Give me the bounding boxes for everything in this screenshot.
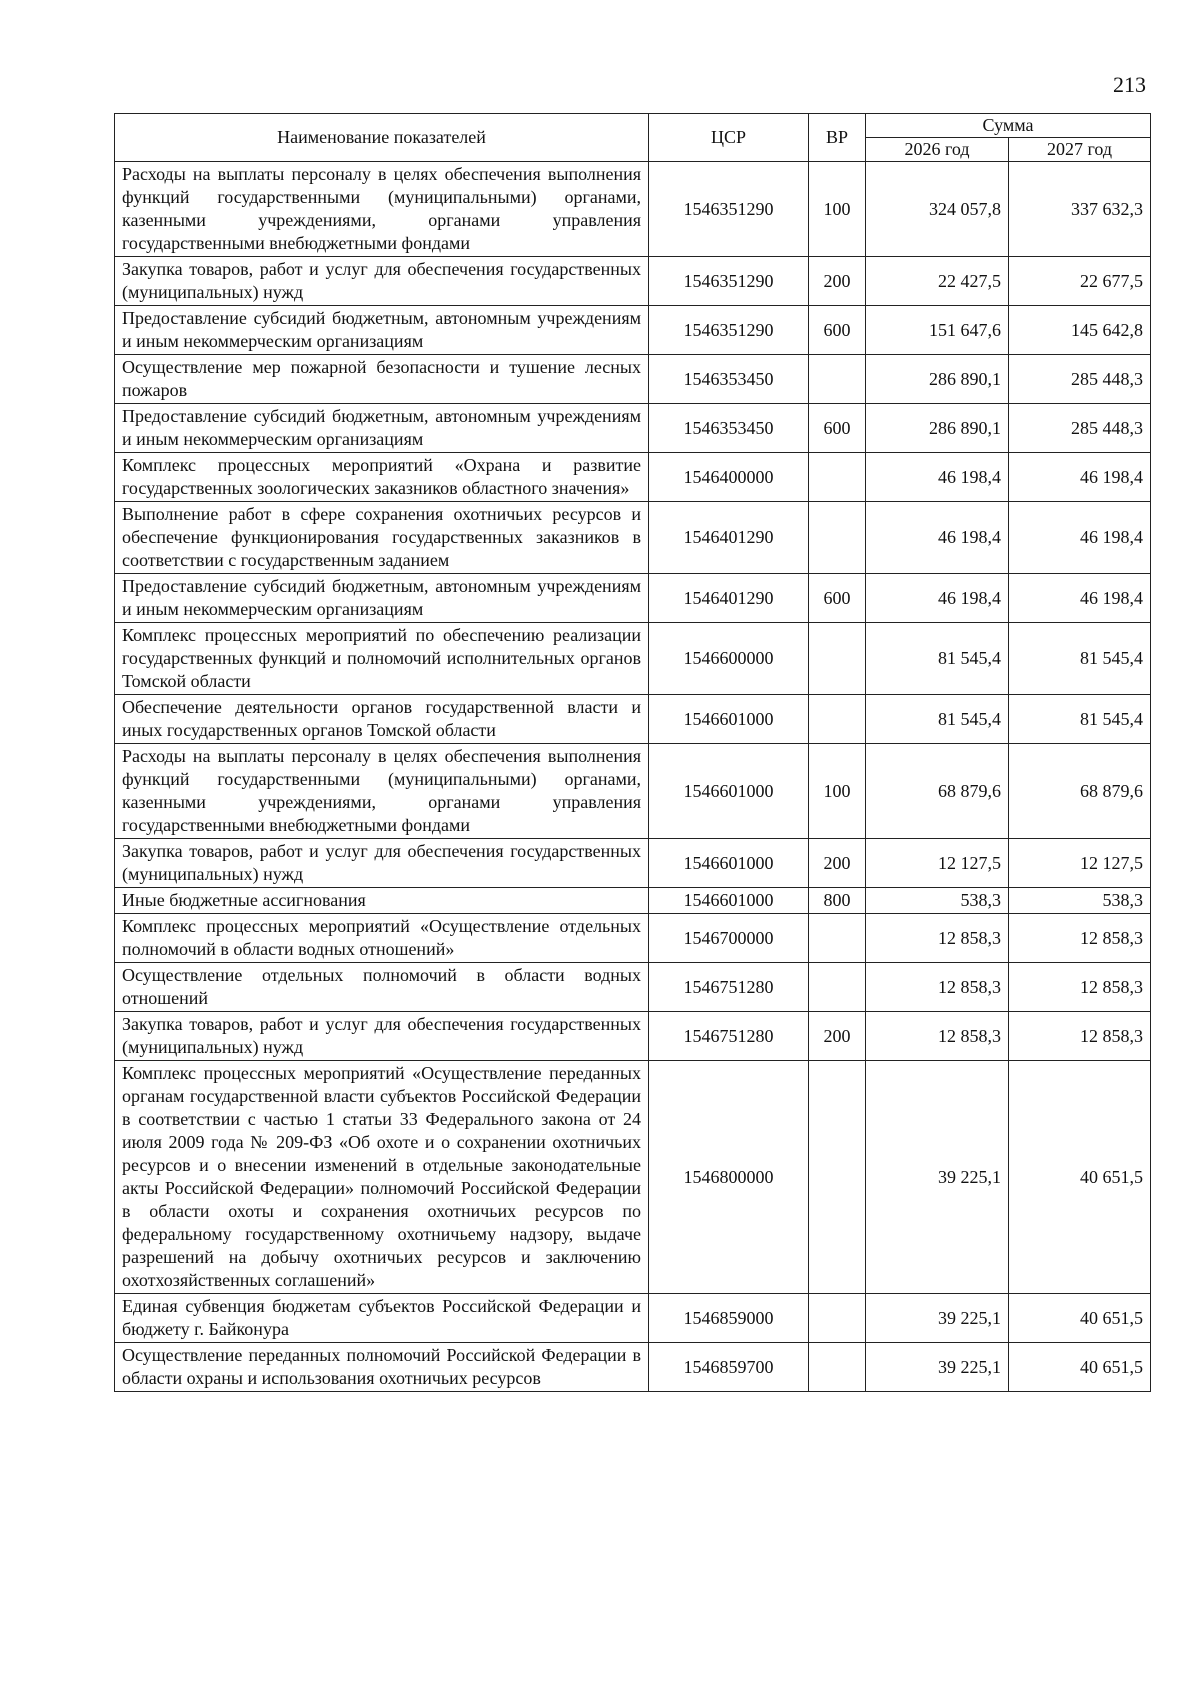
table-body [115,162,1151,1392]
row-sum-2027: 40 651,5 [1009,1343,1151,1392]
row-name: Осуществление отдельных полномочий в области водных отношений [115,963,649,1012]
row-vr [809,695,866,744]
row-sum-2027: 12 858,3 [1009,1012,1151,1061]
row-csr: 1546351290 [649,257,809,306]
table-row [115,1012,1151,1061]
row-vr: 200 [809,839,866,888]
row-csr: 1546601000 [649,839,809,888]
row-sum-2027: 46 198,4 [1009,502,1151,574]
row-vr [809,502,866,574]
row-sum-2027: 22 677,5 [1009,257,1151,306]
row-name: Единая субвенция бюджетам субъектов Российской Федерации и бюджету г. Байконура [115,1294,649,1343]
row-csr: 1546859700 [649,1343,809,1392]
row-sum-2027: 285 448,3 [1009,404,1151,453]
header-year-2027: 2027 год [1009,138,1151,162]
row-name: Комплекс процессных мероприятий «Охрана и развитие государственных зоологических заказников областного значения» [115,453,649,502]
row-sum-2026: 39 225,1 [866,1343,1009,1392]
row-vr [809,355,866,404]
table-row [115,355,1151,404]
row-name: Осуществление мер пожарной безопасности и тушение лесных пожаров [115,355,649,404]
table-row [115,162,1151,257]
row-csr: 1546400000 [649,453,809,502]
row-name: Осуществление переданных полномочий Российской Федерации в области охраны и использования охотничьих ресурсов [115,1343,649,1392]
row-sum-2027: 40 651,5 [1009,1061,1151,1294]
row-sum-2027: 46 198,4 [1009,574,1151,623]
row-vr: 100 [809,744,866,839]
table-row [115,744,1151,839]
table-row [115,963,1151,1012]
table-row [115,695,1151,744]
row-sum-2027: 68 879,6 [1009,744,1151,839]
row-sum-2026: 538,3 [866,888,1009,914]
row-csr: 1546353450 [649,355,809,404]
row-csr: 1546401290 [649,502,809,574]
row-vr: 200 [809,1012,866,1061]
row-vr: 600 [809,306,866,355]
row-vr [809,1343,866,1392]
table-row [115,839,1151,888]
row-sum-2026: 68 879,6 [866,744,1009,839]
row-vr [809,623,866,695]
row-sum-2027: 81 545,4 [1009,695,1151,744]
row-name: Комплекс процессных мероприятий «Осуществление переданных органам государственной власти субъектов Российской Федерации в соответствии с частью 1 статьи 33 Федерального закона от 24 июля 2009 года № 209-ФЗ «Об охоте и о сохранении охотничьих ресурсов и о внесении изменений в отдельные законодательные акты Российской Федерации» полномочий Российской Федерации в области охоты и сохранения охотничьих ресурсов по федеральному государственному охотничьему надзору, выдаче разрешений на добычу охотничьих ресурсов и заключению охотхозяйственных соглашений» [115,1061,649,1294]
table-row [115,404,1151,453]
table-header [115,114,1151,162]
row-name: Комплекс процессных мероприятий «Осуществление отдельных полномочий в области водных отношений» [115,914,649,963]
row-csr: 1546751280 [649,963,809,1012]
table-row [115,574,1151,623]
row-sum-2027: 12 858,3 [1009,963,1151,1012]
table-row [115,257,1151,306]
row-csr: 1546600000 [649,623,809,695]
row-sum-2026: 81 545,4 [866,623,1009,695]
row-sum-2026: 151 647,6 [866,306,1009,355]
row-csr: 1546751280 [649,1012,809,1061]
row-name: Расходы на выплаты персоналу в целях обеспечения выполнения функций государственными (муниципальными) органами, казенными учреждениями, органами управления государственными внебюджетными фондами [115,744,649,839]
row-sum-2027: 145 642,8 [1009,306,1151,355]
table-row [115,306,1151,355]
budget-table [114,113,1151,1392]
row-name: Обеспечение деятельности органов государственной власти и иных государственных органов Томской области [115,695,649,744]
table-row [115,914,1151,963]
row-name: Закупка товаров, работ и услуг для обеспечения государственных (муниципальных) нужд [115,1012,649,1061]
row-sum-2027: 12 127,5 [1009,839,1151,888]
row-sum-2027: 12 858,3 [1009,914,1151,963]
row-sum-2027: 81 545,4 [1009,623,1151,695]
row-sum-2026: 39 225,1 [866,1061,1009,1294]
row-sum-2026: 286 890,1 [866,404,1009,453]
row-vr: 800 [809,888,866,914]
row-sum-2027: 285 448,3 [1009,355,1151,404]
row-csr: 1546601000 [649,695,809,744]
row-vr [809,1294,866,1343]
row-sum-2026: 81 545,4 [866,695,1009,744]
row-sum-2026: 12 858,3 [866,914,1009,963]
budget-table-container [114,113,1150,1392]
row-sum-2026: 324 057,8 [866,162,1009,257]
row-csr: 1546601000 [649,744,809,839]
row-name: Предоставление субсидий бюджетным, автономным учреждениям и иным некоммерческим организациям [115,306,649,355]
row-sum-2027: 46 198,4 [1009,453,1151,502]
row-name: Предоставление субсидий бюджетным, автономным учреждениям и иным некоммерческим организациям [115,574,649,623]
table-row [115,1294,1151,1343]
row-sum-2027: 40 651,5 [1009,1294,1151,1343]
header-csr: ЦСР [649,114,809,162]
row-vr [809,453,866,502]
page-number: 213 [1113,72,1146,97]
row-sum-2026: 12 858,3 [866,1012,1009,1061]
row-name: Предоставление субсидий бюджетным, автономным учреждениям и иным некоммерческим организациям [115,404,649,453]
row-sum-2026: 46 198,4 [866,574,1009,623]
table-row [115,1061,1151,1294]
row-csr: 1546800000 [649,1061,809,1294]
header-name: Наименование показателей [115,114,649,162]
row-sum-2026: 286 890,1 [866,355,1009,404]
table-row [115,453,1151,502]
row-name: Выполнение работ в сфере сохранения охотничьих ресурсов и обеспечение функционирования государственных заказников в соответствии с государственным заданием [115,502,649,574]
row-sum-2026: 46 198,4 [866,453,1009,502]
header-sum: Сумма [866,114,1151,138]
header-year-2026: 2026 год [866,138,1009,162]
row-csr: 1546700000 [649,914,809,963]
row-name: Закупка товаров, работ и услуг для обеспечения государственных (муниципальных) нужд [115,257,649,306]
row-name: Закупка товаров, работ и услуг для обеспечения государственных (муниципальных) нужд [115,839,649,888]
row-sum-2026: 12 127,5 [866,839,1009,888]
row-vr: 600 [809,574,866,623]
row-sum-2026: 22 427,5 [866,257,1009,306]
row-csr: 1546859000 [649,1294,809,1343]
row-csr: 1546351290 [649,162,809,257]
row-vr [809,1061,866,1294]
row-vr [809,963,866,1012]
row-sum-2026: 39 225,1 [866,1294,1009,1343]
row-name: Комплекс процессных мероприятий по обеспечению реализации государственных функций и полномочий исполнительных органов Томской области [115,623,649,695]
row-sum-2026: 12 858,3 [866,963,1009,1012]
row-sum-2027: 337 632,3 [1009,162,1151,257]
row-vr: 100 [809,162,866,257]
row-sum-2027: 538,3 [1009,888,1151,914]
table-row [115,623,1151,695]
header-vr: ВР [809,114,866,162]
row-name: Расходы на выплаты персоналу в целях обеспечения выполнения функций государственными (муниципальными) органами, казенными учреждениями, органами управления государственными внебюджетными фондами [115,162,649,257]
table-row [115,502,1151,574]
row-csr: 1546351290 [649,306,809,355]
row-vr [809,914,866,963]
row-csr: 1546601000 [649,888,809,914]
row-csr: 1546401290 [649,574,809,623]
row-sum-2026: 46 198,4 [866,502,1009,574]
table-row [115,888,1151,914]
row-vr: 200 [809,257,866,306]
row-vr: 600 [809,404,866,453]
table-row [115,1343,1151,1392]
row-csr: 1546353450 [649,404,809,453]
row-name: Иные бюджетные ассигнования [115,888,649,914]
